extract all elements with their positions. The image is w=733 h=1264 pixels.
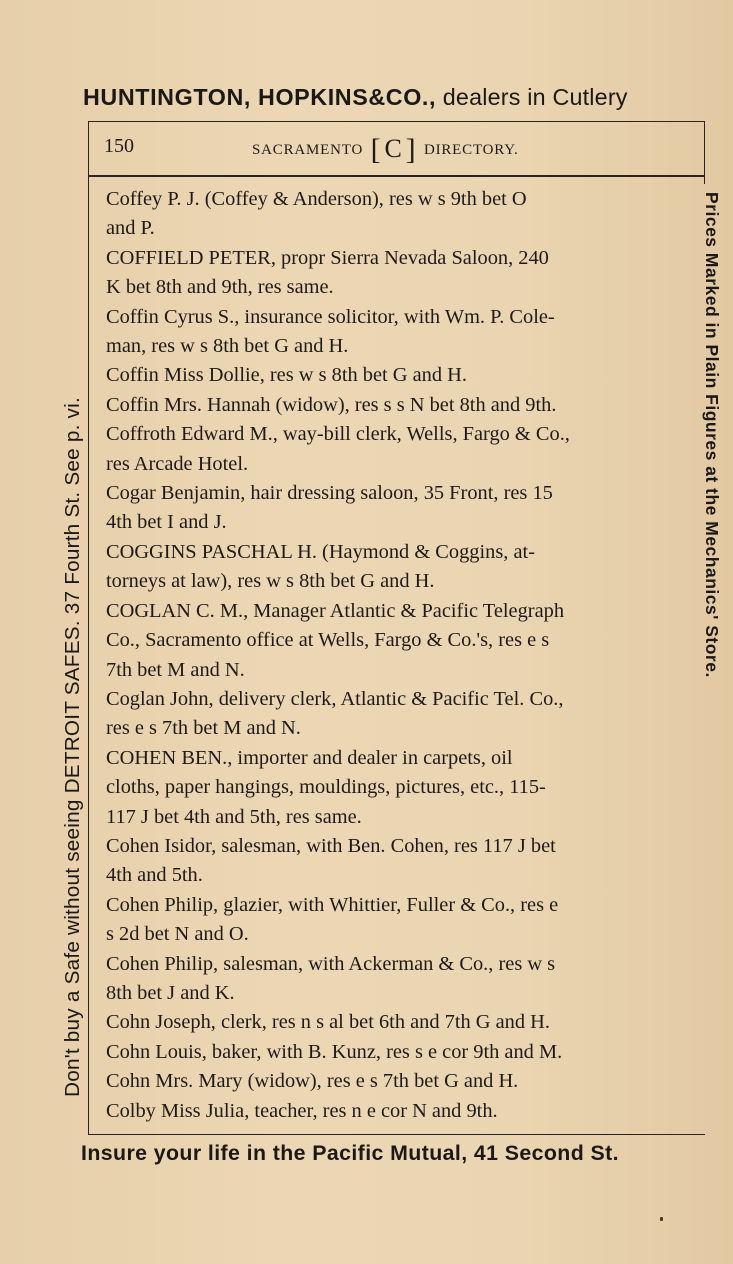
directory-entry	[106, 1067, 693, 1096]
directory-entry	[106, 950, 693, 1009]
paper-speck	[660, 1217, 663, 1221]
entry-continuation-line: cloths, paper hangings, mouldings, pictures, etc., 115-	[106, 776, 546, 799]
entry-first-line: Coffin Cyrus S., insurance solicitor, with Wm. P. Cole-	[106, 305, 555, 328]
running-head-left: SACRAMENTO	[252, 142, 364, 158]
entry-continuation-line: res Arcade Hotel.	[106, 452, 249, 475]
entry-continuation-line: 7th bet M and N.	[106, 658, 245, 681]
entry-first-line: Cohen Philip, salesman, with Ackerman & Co., res w s	[106, 952, 556, 975]
entry-continuation-line: and P.	[106, 217, 155, 240]
entry-first-line: COFFIELD PETER, propr Sierra Nevada Saloon, 240	[106, 246, 549, 269]
directory-entry	[106, 420, 693, 479]
right-margin-advertisement: Prices Marked in Plain Figures at the Mechanics' Store.	[702, 192, 722, 678]
directory-entry	[106, 685, 693, 744]
directory-entry	[106, 185, 693, 244]
directory-entry	[106, 597, 693, 685]
entry-continuation-line: res e s 7th bet M and N.	[106, 717, 301, 740]
entry-first-line: Cohen Philip, glazier, with Whittier, Fuller & Co., res e	[106, 893, 559, 916]
entry-first-line: Coffin Mrs. Hannah (widow), res s s N bet 8th and 9th.	[106, 393, 557, 416]
entry-first-line: COGLAN C. M., Manager Atlantic & Pacific Telegraph	[106, 599, 565, 622]
running-head-bracket-close: ]	[405, 133, 417, 166]
entry-first-line: Coffin Miss Dollie, res w s 8th bet G and H.	[106, 364, 467, 387]
top-ad-company: HUNTINGTON, HOPKINS&CO.,	[83, 84, 437, 110]
entry-first-line: Coffey P. J. (Coffey & Anderson), res w s 9th bet O	[106, 188, 527, 210]
entry-continuation-line: 4th and 5th.	[106, 864, 203, 887]
entry-first-line: Coglan John, delivery clerk, Atlantic & Pacific Tel. Co.,	[106, 687, 564, 710]
entry-continuation-line: Co., Sacramento office at Wells, Fargo & Co.'s, res e s	[106, 629, 550, 652]
directory-entry	[106, 391, 693, 420]
directory-entry	[106, 303, 693, 362]
directory-entry	[106, 479, 693, 538]
entry-first-line: Coffroth Edward M., way-bill clerk, Wells, Fargo & Co.,	[106, 423, 570, 446]
entry-first-line: Cohen Isidor, salesman, with Ben. Cohen, res 117 J bet	[106, 834, 556, 857]
directory-entry	[106, 1008, 693, 1037]
entry-continuation-line: s 2d bet N and O.	[106, 923, 249, 946]
entry-first-line: Cohn Mrs. Mary (widow), res e s 7th bet G and H.	[106, 1070, 519, 1093]
directory-entry	[106, 744, 693, 832]
directory-entry	[106, 1097, 693, 1126]
running-head	[252, 133, 519, 167]
entry-continuation-line: torneys at law), res w s 8th bet G and H.	[106, 570, 435, 593]
directory-entry	[106, 361, 693, 390]
entry-first-line: Cogar Benjamin, hair dressing saloon, 35 Front, res 15	[106, 482, 553, 505]
left-margin-advertisement: Don't buy a Safe without seeing DETROIT SAFES. 37 Fourth St. See p. vi.	[61, 397, 84, 1097]
top-advertisement	[83, 84, 713, 111]
entry-continuation-line: 4th bet I and J.	[106, 511, 227, 534]
directory-entry	[106, 891, 693, 950]
entry-continuation-line: 117 J bet 4th and 5th, res same.	[106, 805, 362, 828]
entry-continuation-line: 8th bet J and K.	[106, 981, 235, 1004]
directory-entry	[106, 538, 693, 597]
directory-entry	[106, 832, 693, 891]
top-ad-tagline: dealers in Cutlery	[436, 84, 628, 110]
entry-continuation-line: man, res w s 8th bet G and H.	[106, 335, 349, 358]
running-head-letter: C	[384, 134, 403, 163]
header-divider	[88, 175, 704, 177]
running-head-right: DIRECTORY.	[423, 142, 519, 158]
entry-first-line: COGGINS PASCHAL H. (Haymond & Coggins, at-	[106, 540, 535, 563]
entry-first-line: Cohn Louis, baker, with B. Kunz, res s e cor 9th and M.	[106, 1040, 563, 1063]
directory-entry	[106, 1038, 693, 1067]
entry-first-line: Colby Miss Julia, teacher, res n e cor N and 9th.	[106, 1099, 498, 1122]
page-number: 150	[104, 135, 134, 157]
directory-entry	[106, 244, 693, 303]
running-head-bracket-open: [	[370, 133, 382, 166]
directory-entries	[106, 185, 693, 1126]
entry-first-line: Cohn Joseph, clerk, res n s al bet 6th and 7th G and H.	[106, 1011, 550, 1034]
entry-continuation-line: K bet 8th and 9th, res same.	[106, 276, 334, 299]
bottom-advertisement: Insure your life in the Pacific Mutual, 41 Second St.	[81, 1141, 619, 1165]
entry-first-line: COHEN BEN., importer and dealer in carpets, oil	[106, 746, 513, 769]
